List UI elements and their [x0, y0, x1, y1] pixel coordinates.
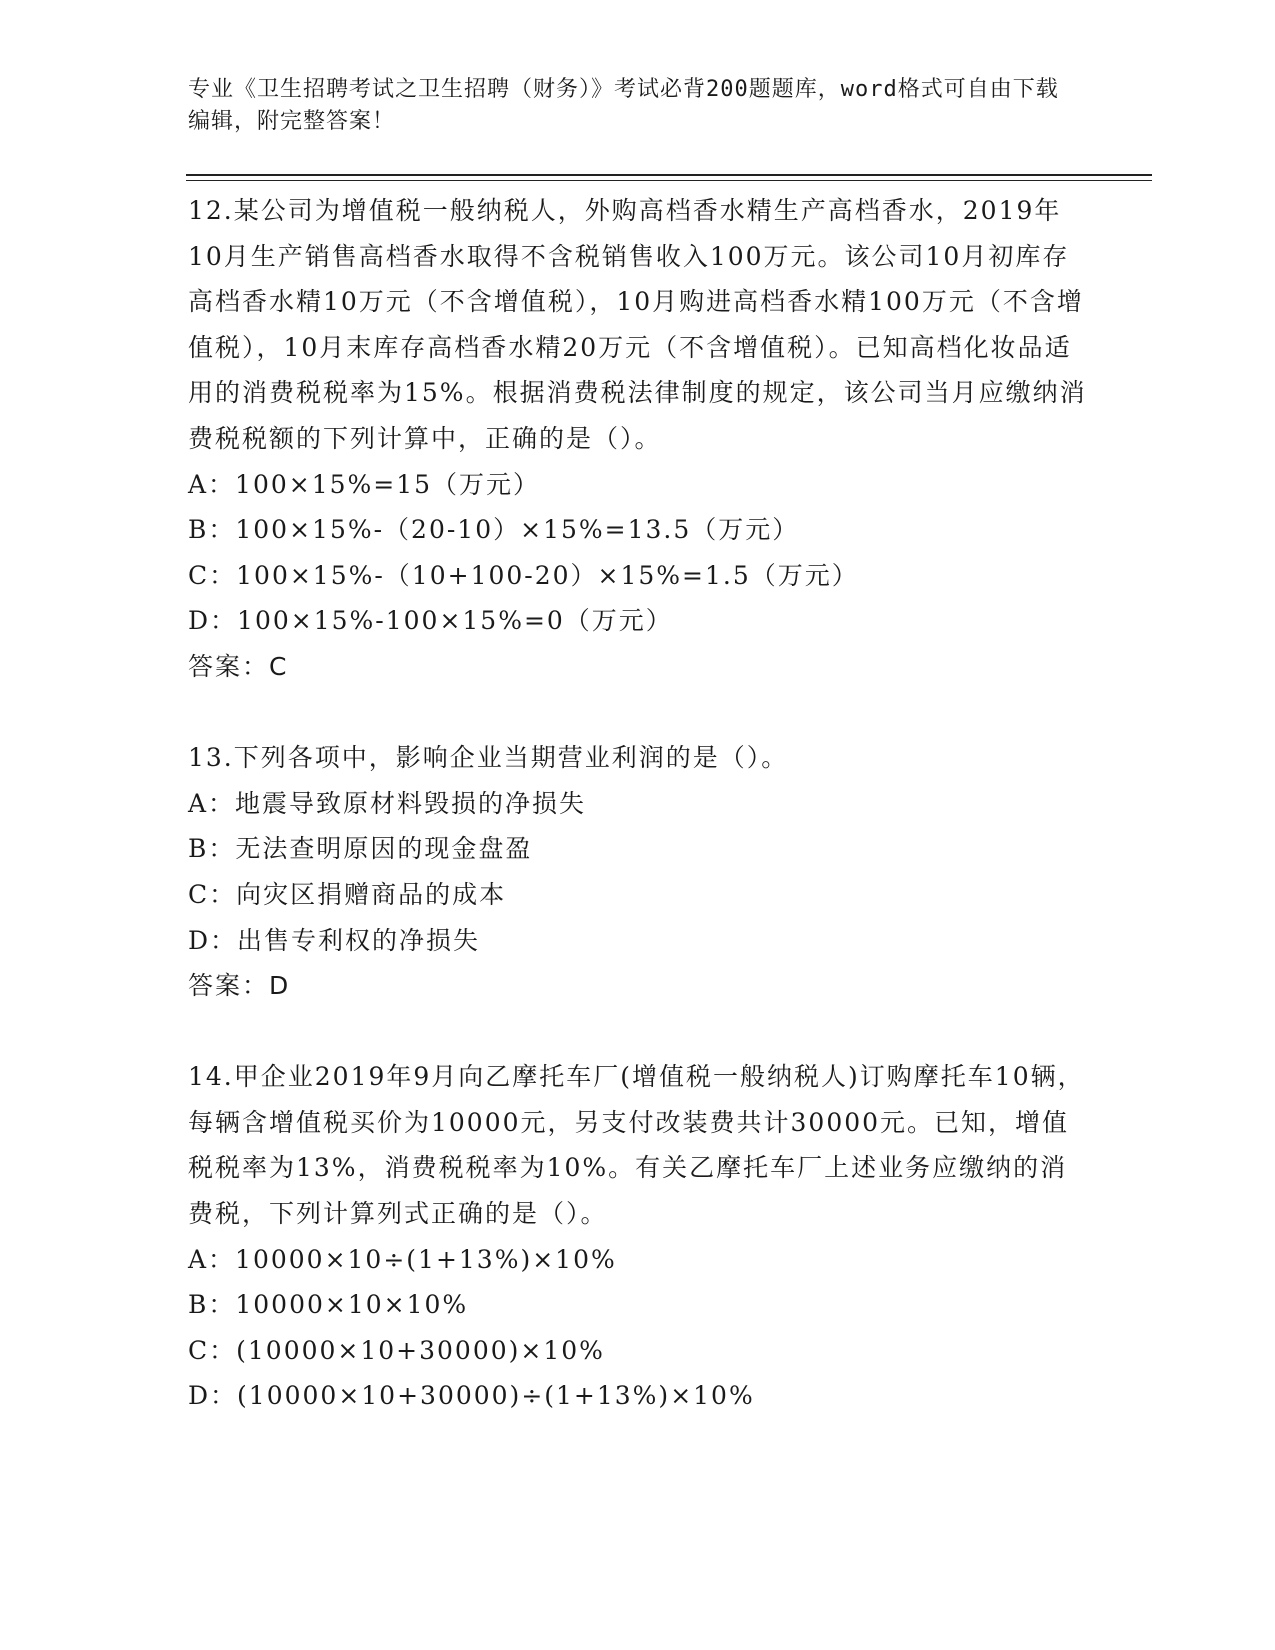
question-14 — [188, 1054, 1088, 1419]
question-text: 14.甲企业2019年9月向乙摩托车厂(增值税一般纳税人)订购摩托车10辆，每辆含增值税买价为10000元，另支付改装费共计30000元。已知，增值税税率为13%，消费税税率为10%。有关乙摩托车厂上述业务应缴纳的消费税，下列计算列式正确的是（）。 — [188, 1062, 1085, 1229]
option-b: B：100×15%-（20-10）×15%=13.5（万元） — [188, 515, 800, 545]
question-text: 12.某公司为增值税一般纳税人，外购高档香水精生产高档香水，2019年10月生产销售高档香水取得不含税销售收入100万元。该公司10月初库存高档香水精10万元（不含增值税），10月购进高档香水精100万元（不含增值税），10月末库存高档香水精20万元（不含增值税）。已知高档化妆品适用的消费税税率为15%。根据消费税法律制度的规定，该公司当月应缴纳消费税税额的下列计算中，正确的是（）。 — [188, 196, 1087, 453]
option-c: C：向灾区捐赠商品的成本 — [188, 879, 507, 909]
option-a: A：100×15%=15（万元） — [188, 469, 541, 499]
option-a: A：地震导致原材料毁损的净损失 — [188, 788, 587, 818]
option-c: C：(10000×10+30000)×10% — [188, 1335, 605, 1365]
option-b: B：无法查明原因的现金盘盈 — [188, 834, 533, 864]
option-d: D：100×15%-100×15%=0（万元） — [188, 606, 673, 636]
header-divider-thin — [186, 180, 1152, 181]
option-d: D：(10000×10+30000)÷(1+13%)×10% — [188, 1381, 755, 1411]
spacer — [188, 1009, 1088, 1055]
question-12 — [188, 188, 1088, 690]
option-d: D：出售专利权的净损失 — [188, 925, 481, 955]
question-13 — [188, 735, 1088, 1009]
spacer — [188, 690, 1088, 736]
question-list — [188, 188, 1088, 1419]
answer: 答案：C — [188, 651, 289, 681]
question-text: 13.下列各项中，影响企业当期营业利润的是（）。 — [188, 743, 789, 773]
option-a: A：10000×10÷(1+13%)×10% — [188, 1244, 617, 1274]
option-c: C：100×15%-（10+100-20）×15%=1.5（万元） — [188, 560, 859, 590]
answer: 答案：D — [188, 971, 291, 1001]
header-divider-thick — [186, 174, 1152, 176]
option-b: B：10000×10×10% — [188, 1290, 469, 1320]
document-header: 专业《卫生招聘考试之卫生招聘（财务）》考试必背200题题库，word格式可自由下载编辑，附完整答案！ — [188, 77, 1059, 134]
